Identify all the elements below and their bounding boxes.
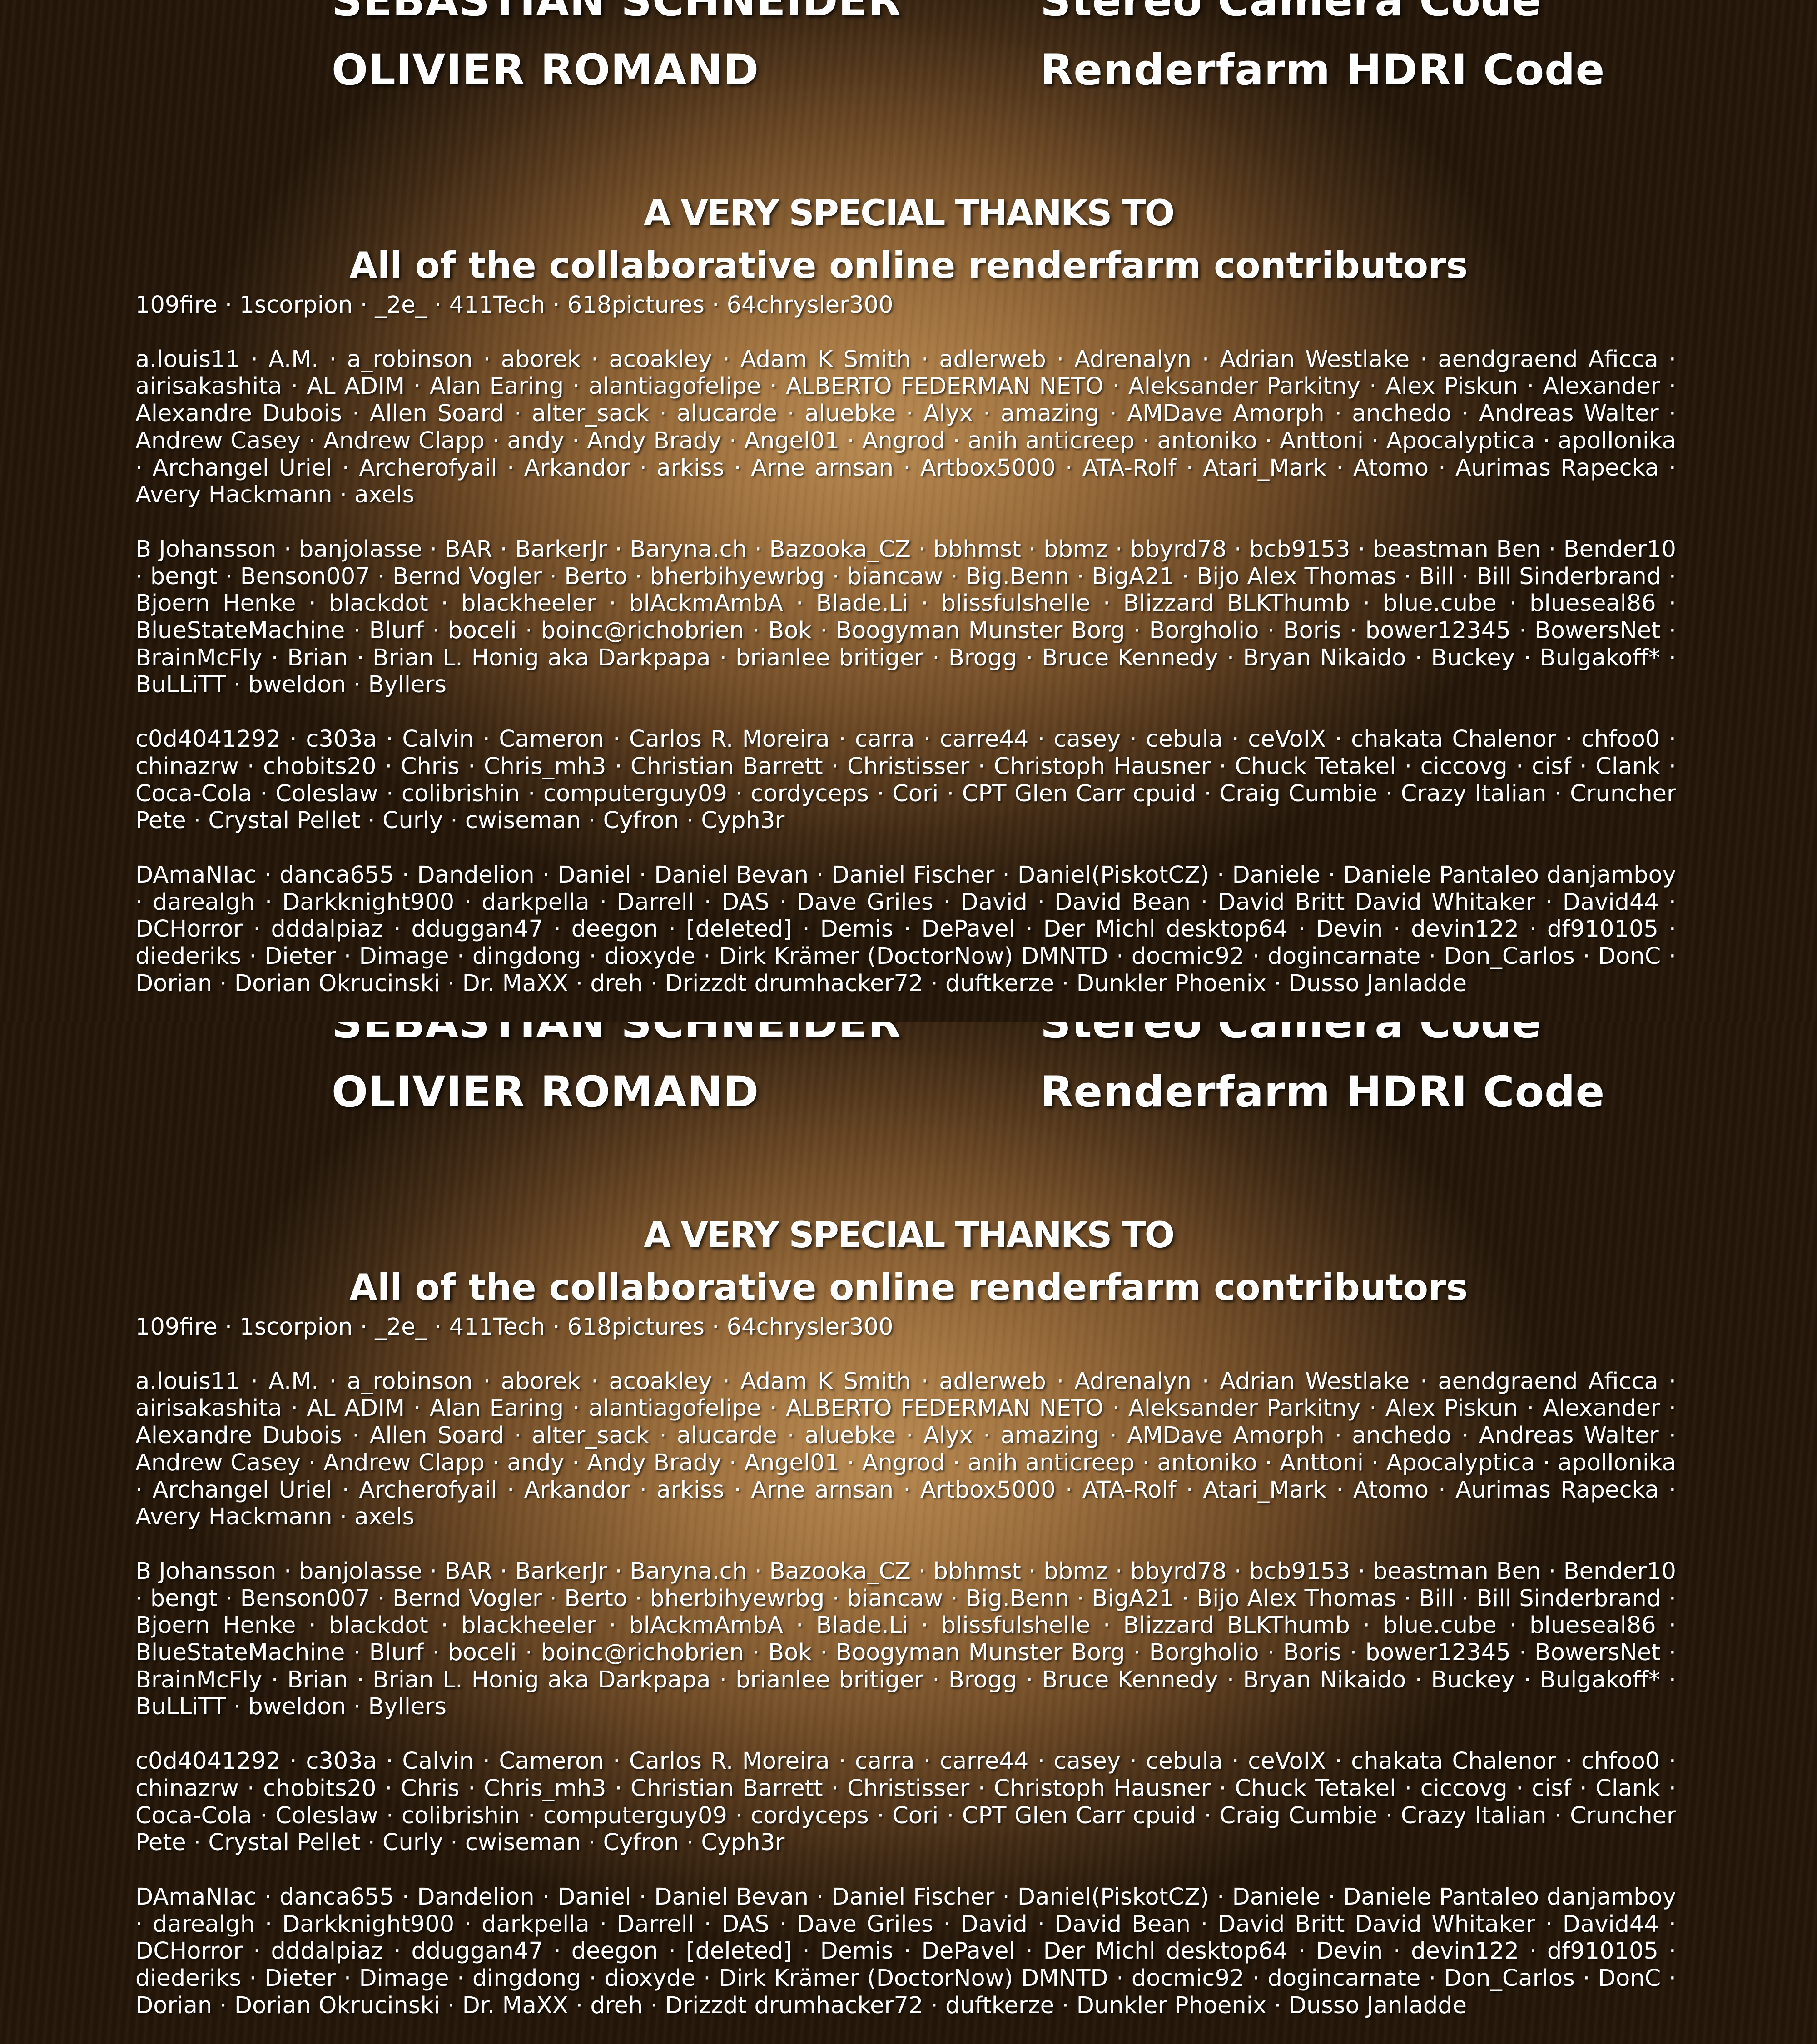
contributors-d: DAmaNIac · danca655 · Dandelion · Daniel · Daniel Bevan · Daniel Fischer · Daniel(PiskotCZ) · Daniele · Daniele Pantaleo danjamboy · darealgh · Darkknight900 · darkpella · Darrell · DAS · Dave Griles · David · David Bean · David Britt David Whitaker · David44 · DCHorror · dddalpiaz · dduggan47 · deegon · [deleted] · Demis · DePavel · Der Michl desktop64 · Devin · devin122 · df910105 · diederiks · Dieter · Dimage · dingdong · dioxyde · Dirk Krämer (DoctorNow) DMNTD · docmic92 · dogincarnate · Don_Carlos · DonC · Dorian · Dorian Okrucinski · Dr. MaXX · dreh · Drizzdt drumhacker72 · duftkerze · Dunkler Phoenix · Dusso Janladde: [135, 1884, 1676, 2019]
contributors-digits: 109fire · 1scorpion · _2e_ · 411Tech · 618pictures · 64chrysler300: [135, 1314, 1676, 1341]
credit-role-2: Renderfarm HDRI Code: [1040, 45, 1605, 95]
contributors-c: c0d4041292 · c303a · Calvin · Cameron · Carlos R. Moreira · carra · carre44 · casey · cebula · ceVoIX · chakata Chalenor · chfoo0 · chinazrw · chobits20 · Chris · Chris_mh3 · Christian Barrett · Christisser · Christoph Hausner · Chuck Tetakel · ciccovg · cisf · Clank · Coca-Cola · Coleslaw · colibrishin · computerguy09 · cordyceps · Cori · CPT Glen Carr cpuid · Craig Cumbie · Crazy Italian · Cruncher Pete · Crystal Pellet · Curly · cwiseman · Cyfron · Cyph3r: [135, 726, 1676, 834]
credit-name-2: OLIVIER ROMAND: [332, 45, 759, 95]
contributors-d: DAmaNIac · danca655 · Dandelion · Daniel · Daniel Bevan · Daniel Fischer · Daniel(PiskotCZ) · Daniele · Daniele Pantaleo danjamboy · darealgh · Darkknight900 · darkpella · Darrell · DAS · Dave Griles · David · David Bean · David Britt David Whitaker · David44 · DCHorror · dddalpiaz · dduggan47 · deegon · [deleted] · Demis · DePavel · Der Michl desktop64 · Devin · devin122 · df910105 · diederiks · Dieter · Dimage · dingdong · dioxyde · Dirk Krämer (DoctorNow) DMNTD · docmic92 · dogincarnate · Don_Carlos · DonC · Dorian · Dorian Okrucinski · Dr. MaXX · dreh · Drizzdt drumhacker72 · duftkerze · Dunkler Phoenix · Dusso Janladde: [135, 862, 1676, 997]
contributors-b: B Johansson · banjolasse · BAR · BarkerJr · Baryna.ch · Bazooka_CZ · bbhmst · bbmz · bbyrd78 · bcb9153 · beastman Ben · Bender10 · bengt · Benson007 · Bernd Vogler · Berto · bherbihyewrbg · biancaw · Big.Benn · BigA21 · Bijo Alex Thomas · Bill · Bill Sinderbrand · Bjoern Henke · blackdot · blackheeler · blAckmAmbA · Blade.Li · blissfulshelle · Blizzard BLKThumb · blue.cube · blueseal86 · BlueStateMachine · Blurf · boceli · boinc@richobrien · Bok · Boogyman Munster Borg · Borgholio · Boris · bower12345 · BowersNet · BrainMcFly · Brian · Brian L. Honig aka Darkpapa · brianlee britiger · Brogg · Bruce Kennedy · Bryan Nikaido · Buckey · Bulgakoff* · BuLLiTT · bweldon · Byllers: [135, 1558, 1676, 1721]
contributors-b: B Johansson · banjolasse · BAR · BarkerJr · Baryna.ch · Bazooka_CZ · bbhmst · bbmz · bbyrd78 · bcb9153 · beastman Ben · Bender10 · bengt · Benson007 · Bernd Vogler · Berto · bherbihyewrbg · biancaw · Big.Benn · BigA21 · Bijo Alex Thomas · Bill · Bill Sinderbrand · Bjoern Henke · blackdot · blackheeler · blAckmAmbA · Blade.Li · blissfulshelle · Blizzard BLKThumb · blue.cube · blueseal86 · BlueStateMachine · Blurf · boceli · boinc@richobrien · Bok · Boogyman Munster Borg · Borgholio · Boris · bower12345 · BowersNet · BrainMcFly · Brian · Brian L. Honig aka Darkpapa · brianlee britiger · Brogg · Bruce Kennedy · Bryan Nikaido · Buckey · Bulgakoff* · BuLLiTT · bweldon · Byllers: [135, 536, 1676, 699]
contributors-a: a.louis11 · A.M. · a_robinson · aborek · acoakley · Adam K Smith · adlerweb · Adrenalyn · Adrian Westlake · aendgraend Aficca · airisakashita · AL ADIM · Alan Earing · alantiagofelipe · ALBERTO FEDERMAN NETO · Aleksander Parkitny · Alex Piskun · Alexander · Alexandre Dubois · Allen Soard · alter_sack · alucarde · aluebke · Alyx · amazing · AMDave Amorph · anchedo · Andreas Walter · Andrew Casey · Andrew Clapp · andy · Andy Brady · Angel01 · Angrod · anih anticreep · antoniko · Anttoni · Apocalyptica · apollonika · Archangel Uriel · Archerofyail · Arkandor · arkiss · Arne arnsan · Artbox5000 · ATA-Rolf · Atari_Mark · Atomo · Aurimas Rapecka · Avery Hackmann · axels: [135, 346, 1676, 509]
contributors-digits: 109fire · 1scorpion · _2e_ · 411Tech · 618pictures · 64chrysler300: [135, 292, 1676, 319]
credit-name-1: SEBASTIAN SCHNEIDER: [332, 1022, 901, 1048]
special-thanks-subheading: All of the collaborative online renderfarm contributors: [0, 242, 1817, 290]
credit-name-2: OLIVIER ROMAND: [332, 1067, 759, 1117]
special-thanks-heading: A VERY SPECIAL THANKS TO: [0, 191, 1817, 236]
contributors-c: c0d4041292 · c303a · Calvin · Cameron · Carlos R. Moreira · carra · carre44 · casey · cebula · ceVoIX · chakata Chalenor · chfoo0 · chinazrw · chobits20 · Chris · Chris_mh3 · Christian Barrett · Christisser · Christoph Hausner · Chuck Tetakel · ciccovg · cisf · Clank · Coca-Cola · Coleslaw · colibrishin · computerguy09 · cordyceps · Cori · CPT Glen Carr cpuid · Craig Cumbie · Crazy Italian · Cruncher Pete · Crystal Pellet · Curly · cwiseman · Cyfron · Cyph3r: [135, 1748, 1676, 1856]
credit-role-1: Stereo Camera Code: [1040, 1022, 1541, 1048]
contributors-a: a.louis11 · A.M. · a_robinson · aborek · acoakley · Adam K Smith · adlerweb · Adrenalyn · Adrian Westlake · aendgraend Aficca · airisakashita · AL ADIM · Alan Earing · alantiagofelipe · ALBERTO FEDERMAN NETO · Aleksander Parkitny · Alex Piskun · Alexander · Alexandre Dubois · Allen Soard · alter_sack · alucarde · aluebke · Alyx · amazing · AMDave Amorph · anchedo · Andreas Walter · Andrew Casey · Andrew Clapp · andy · Andy Brady · Angel01 · Angrod · anih anticreep · antoniko · Anttoni · Apocalyptica · apollonika · Archangel Uriel · Archerofyail · Arkandor · arkiss · Arne arnsan · Artbox5000 · ATA-Rolf · Atari_Mark · Atomo · Aurimas Rapecka · Avery Hackmann · axels: [135, 1368, 1676, 1531]
credit-role-1: Stereo Camera Code: [1040, 0, 1541, 26]
credit-role-2: Renderfarm HDRI Code: [1040, 1067, 1605, 1117]
credit-name-1: SEBASTIAN SCHNEIDER: [332, 0, 901, 26]
special-thanks-subheading: All of the collaborative online renderfarm contributors: [0, 1264, 1817, 1312]
special-thanks-heading: A VERY SPECIAL THANKS TO: [0, 1213, 1817, 1258]
